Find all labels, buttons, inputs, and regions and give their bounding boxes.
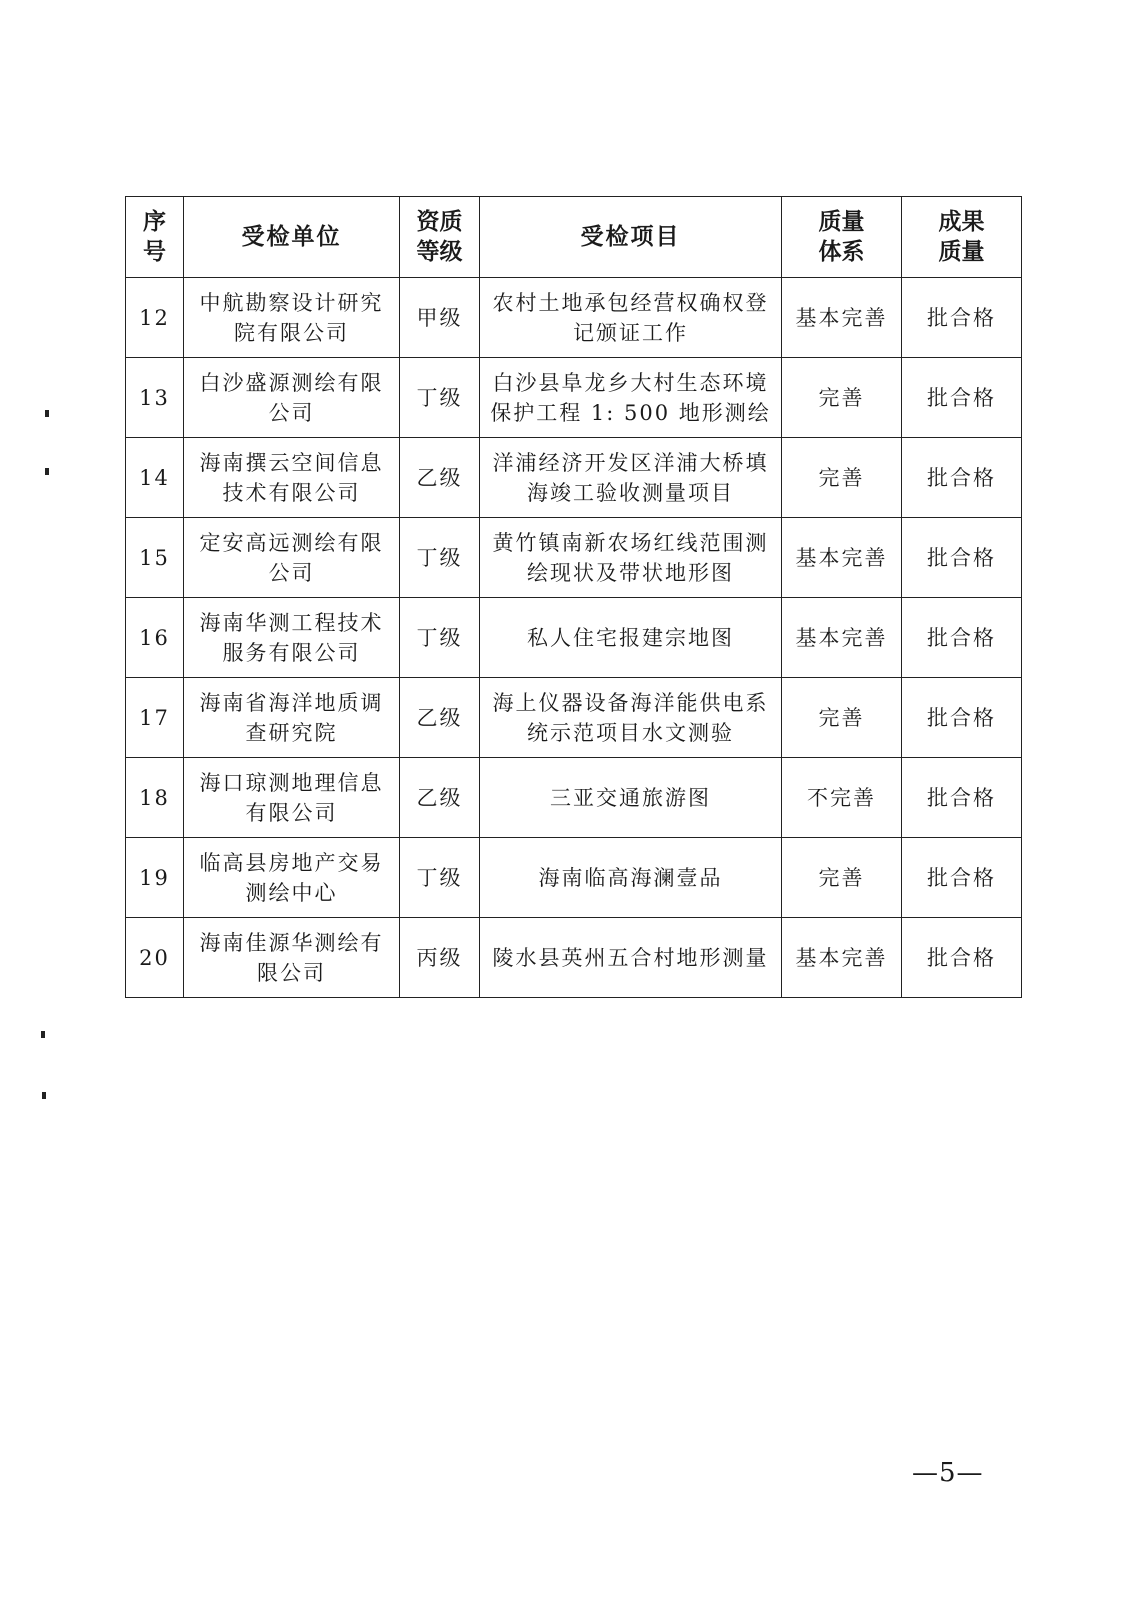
cell-result: [902, 598, 1022, 678]
cell-unit-line1: 白沙盛源测绘有限: [199, 370, 384, 395]
cell-no: [126, 598, 184, 678]
cell-unit-line2: 公司: [268, 560, 315, 585]
cell-grade-line1: 乙级: [416, 785, 463, 810]
table-row: [126, 358, 1022, 438]
header-result-line1: 成果: [938, 208, 985, 235]
cell-system: [782, 278, 902, 358]
cell-grade: [400, 758, 480, 838]
cell-project-line1: 白沙县阜龙乡大村生态环境: [492, 370, 769, 395]
cell-system: [782, 518, 902, 598]
cell-result: [902, 758, 1022, 838]
cell-unit: [184, 598, 400, 678]
cell-system: [782, 918, 902, 998]
cell-no-line1: 20: [139, 945, 170, 970]
cell-unit-line1: 中航勘察设计研究: [199, 290, 384, 315]
cell-no-line1: 14: [139, 465, 170, 490]
cell-unit: [184, 678, 400, 758]
cell-grade-line1: 丙级: [416, 945, 463, 970]
cell-grade: [400, 918, 480, 998]
inspection-table: [125, 196, 1022, 998]
cell-result-line1: 批合格: [927, 785, 996, 810]
cell-result: [902, 278, 1022, 358]
cell-system-line1: 完善: [818, 465, 865, 490]
header-system: [782, 197, 902, 278]
table-body: [126, 278, 1022, 998]
cell-no-line1: 18: [139, 785, 170, 810]
cell-unit: [184, 918, 400, 998]
cell-result-line1: 批合格: [927, 945, 996, 970]
cell-result-line1: 批合格: [927, 545, 996, 570]
cell-no-line1: 15: [139, 545, 170, 570]
cell-project: [480, 358, 782, 438]
margin-mark: [45, 410, 49, 417]
cell-project-line2: 记颁证工作: [573, 320, 688, 345]
table-header-row: [126, 197, 1022, 278]
cell-grade: [400, 598, 480, 678]
cell-project: [480, 278, 782, 358]
header-no: 序号: [126, 197, 184, 278]
cell-project: [480, 918, 782, 998]
cell-unit: [184, 758, 400, 838]
margin-mark: [42, 1092, 46, 1099]
cell-system: [782, 758, 902, 838]
cell-no: [126, 678, 184, 758]
cell-result-line1: 批合格: [927, 465, 996, 490]
cell-system-line1: 完善: [818, 385, 865, 410]
cell-no: [126, 278, 184, 358]
cell-unit-line1: 临高县房地产交易: [199, 850, 384, 875]
cell-result-line1: 批合格: [927, 625, 996, 650]
cell-system-line1: 基本完善: [795, 305, 888, 330]
cell-unit-line2: 有限公司: [245, 800, 338, 825]
cell-no-line1: 12: [139, 305, 170, 330]
cell-grade-line1: 甲级: [416, 305, 463, 330]
cell-result: [902, 918, 1022, 998]
cell-unit: [184, 278, 400, 358]
cell-result: [902, 518, 1022, 598]
cell-unit-line2: 查研究院: [245, 720, 338, 745]
cell-grade: [400, 518, 480, 598]
cell-unit-line2: 技术有限公司: [222, 480, 361, 505]
cell-project-line1: 洋浦经济开发区洋浦大桥填: [492, 450, 769, 475]
cell-system-line1: 完善: [818, 865, 865, 890]
cell-result-line1: 批合格: [927, 705, 996, 730]
cell-no: [126, 358, 184, 438]
table-row: [126, 918, 1022, 998]
header-system-line2: 体系: [818, 238, 865, 265]
header-grade-line1: 资质: [416, 208, 463, 235]
header-grade-line2: 等级: [416, 238, 463, 265]
cell-unit-line2: 服务有限公司: [222, 640, 361, 665]
cell-project-line2: 保护工程 1: 500 地形测绘: [490, 400, 771, 425]
cell-no-line1: 13: [139, 385, 170, 410]
cell-project-line1: 海南临高海澜壹品: [538, 865, 723, 890]
cell-project-line2: 海竣工验收测量项目: [527, 480, 734, 505]
cell-grade-line1: 丁级: [416, 385, 463, 410]
cell-unit-line1: 海口琼测地理信息: [199, 770, 384, 795]
cell-unit: [184, 838, 400, 918]
cell-system: [782, 838, 902, 918]
table-row: [126, 598, 1022, 678]
cell-unit-line1: 海南华测工程技术: [199, 610, 384, 635]
header-grade: [400, 197, 480, 278]
cell-system-line1: 基本完善: [795, 625, 888, 650]
table-row: [126, 678, 1022, 758]
cell-no: [126, 918, 184, 998]
cell-project-line1: 黄竹镇南新农场红线范围测: [492, 530, 769, 555]
cell-no-line1: 16: [139, 625, 170, 650]
cell-project: [480, 758, 782, 838]
header-project: [480, 197, 782, 278]
cell-no-line1: 19: [139, 865, 170, 890]
cell-system: [782, 358, 902, 438]
cell-result-line1: 批合格: [927, 305, 996, 330]
margin-mark: [45, 468, 49, 475]
cell-project: [480, 518, 782, 598]
table-row: [126, 838, 1022, 918]
cell-grade-line1: 丁级: [416, 625, 463, 650]
cell-result: [902, 678, 1022, 758]
cell-result: [902, 838, 1022, 918]
cell-unit-line1: 海南撰云空间信息: [199, 450, 384, 475]
cell-unit-line1: 海南佳源华测绘有: [199, 930, 384, 955]
table-row: [126, 758, 1022, 838]
cell-system: [782, 598, 902, 678]
cell-result-line1: 批合格: [927, 865, 996, 890]
header-unit: [184, 197, 400, 278]
cell-grade: [400, 438, 480, 518]
cell-system-line1: 基本完善: [795, 545, 888, 570]
cell-grade: [400, 358, 480, 438]
cell-unit-line2: 限公司: [257, 960, 326, 985]
cell-grade: [400, 838, 480, 918]
cell-unit-line2: 测绘中心: [245, 880, 338, 905]
cell-no-line1: 17: [139, 705, 170, 730]
cell-grade-line1: 乙级: [416, 465, 463, 490]
cell-unit: [184, 438, 400, 518]
cell-unit: [184, 518, 400, 598]
header-result-line2: 质量: [938, 238, 985, 265]
cell-project: [480, 598, 782, 678]
cell-no: [126, 438, 184, 518]
cell-result: [902, 438, 1022, 518]
cell-unit: [184, 358, 400, 438]
cell-grade: [400, 278, 480, 358]
header-system-line1: 质量: [818, 208, 865, 235]
cell-system-line1: 完善: [818, 705, 865, 730]
cell-project-line1: 农村土地承包经营权确权登: [492, 290, 769, 315]
table-row: [126, 278, 1022, 358]
cell-project: [480, 438, 782, 518]
cell-project: [480, 838, 782, 918]
cell-unit-line1: 定安高远测绘有限: [199, 530, 384, 555]
margin-mark: [41, 1031, 45, 1038]
cell-result: [902, 358, 1022, 438]
cell-system: [782, 438, 902, 518]
page-number: —5—: [912, 1458, 984, 1488]
table-row: [126, 438, 1022, 518]
cell-project-line1: 海上仪器设备海洋能供电系: [492, 690, 769, 715]
cell-grade-line1: 丁级: [416, 865, 463, 890]
cell-unit-line1: 海南省海洋地质调: [199, 690, 384, 715]
cell-no: [126, 838, 184, 918]
cell-system: [782, 678, 902, 758]
cell-project-line1: 陵水县英州五合村地形测量: [492, 945, 769, 970]
header-unit-label: 受检单位: [241, 223, 342, 250]
cell-unit-line2: 院有限公司: [234, 320, 349, 345]
cell-project: [480, 678, 782, 758]
cell-result-line1: 批合格: [927, 385, 996, 410]
cell-project-line1: 三亚交通旅游图: [550, 785, 711, 810]
cell-no: [126, 758, 184, 838]
cell-no: [126, 518, 184, 598]
cell-system-line1: 不完善: [807, 785, 876, 810]
cell-system-line1: 基本完善: [795, 945, 888, 970]
header-project-label: 受检项目: [580, 223, 681, 250]
cell-project-line2: 统示范项目水文测验: [527, 720, 734, 745]
cell-project-line2: 绘现状及带状地形图: [527, 560, 734, 585]
table-row: [126, 518, 1022, 598]
cell-grade: [400, 678, 480, 758]
cell-grade-line1: 丁级: [416, 545, 463, 570]
cell-grade-line1: 乙级: [416, 705, 463, 730]
cell-unit-line2: 公司: [268, 400, 315, 425]
header-result: [902, 197, 1022, 278]
cell-project-line1: 私人住宅报建宗地图: [527, 625, 734, 650]
